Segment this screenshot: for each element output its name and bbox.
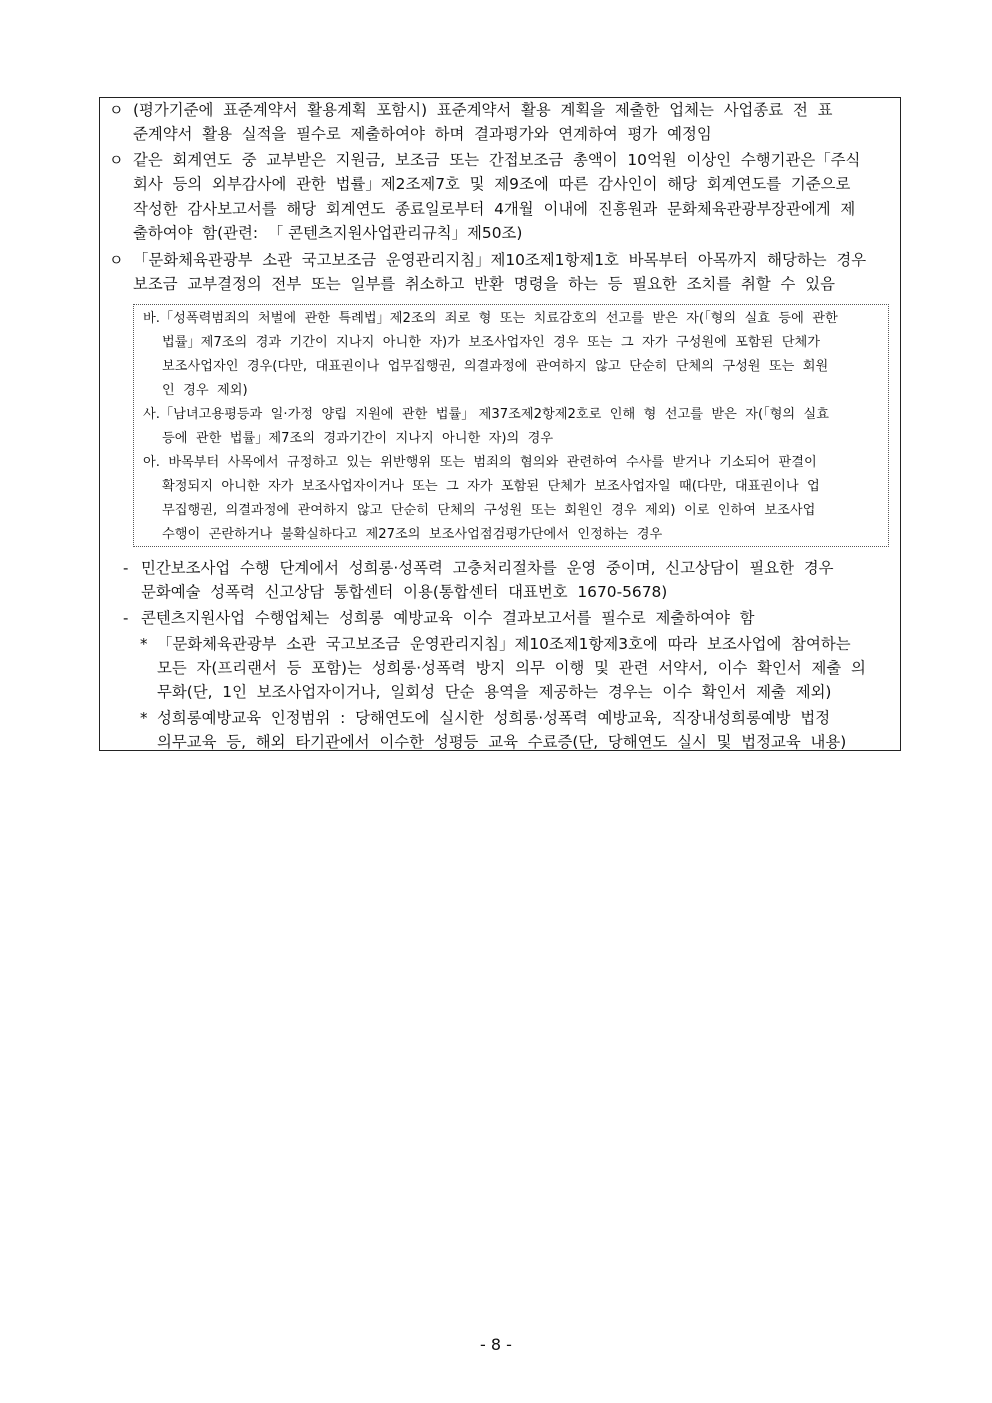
box-line-2: 법률」제7조의 경과 기간이 지나지 아니한 자)가 보조사업자인 경우 또는 그 자가 구성원에 포함된 단체가 [162,335,821,350]
section3-line-1: 「문화체육관광부 소관 국고보조금 운영관리지침」제10조제1항제1호 바목부터 아목까지 해당하는 경우 [133,251,867,269]
dash1-line-1: 민간보조사업 수행 단계에서 성희롱·성폭력 고충처리절차를 운영 중이며, 신고상담이 필요한 경우 [141,559,834,577]
section2-line-1: 같은 회계연도 중 교부받은 지원금, 보조금 또는 간접보조금 총액이 10억원 이상인 수행기관은「주식 [133,151,861,169]
dash2-line-1: 콘텐츠지원사업 수행업체는 성희롱 예방교육 이수 결과보고서를 필수로 제출하여야 함 [141,609,755,627]
box-line-3: 보조사업자인 경우(다만, 대표권이나 업무집행권, 의결과정에 관여하지 않고 단순히 단체의 구성원 또는 회원 [162,359,829,374]
box-line-9: 무집행권, 의결과정에 관여하지 않고 단순히 단체의 구성원 또는 회원인 경우 제외) 이로 인하여 보조사업 [162,503,816,518]
box-line-8: 확정되지 아니한 자가 보조사업자이거나 또는 그 자가 포함된 단체가 보조사업자일 때(다만, 대표권이나 업 [162,479,820,494]
section2-line-3: 작성한 감사보고서를 해당 회계연도 종료일로부터 4개월 이내에 진흥원과 문화체육관광부장관에게 제 [133,200,856,218]
star1-line-2: 모든 자(프리랜서 등 포함)는 성희롱·성폭력 방지 의무 이행 및 관련 서약서, 이수 확인서 제출 의 [157,659,866,677]
star1-line-3: 무화(단, 1인 보조사업자이거나, 일회성 단순 용역을 제공하는 경우는 이수 확인서 제출 제외) [157,683,832,701]
star2-line-2: 의무교육 등, 해외 타기관에서 이수한 성평등 교육 수료증(단, 당해연도 실시 및 법정교육 내용) [157,733,847,751]
section2-line-2: 회사 등의 외부감사에 관한 법률」제2조제7호 및 제9조에 따른 감사인이 해당 회계연도를 기준으로 [133,175,851,193]
box-line-1: 바.「성폭력범죄의 처벌에 관한 특례법」제2조의 죄로 형 또는 치료감호의 선고를 받은 자(「형의 실효 등에 관한 [143,311,838,326]
asterisk-bullet: * [140,635,148,653]
section1-line-2: 준계약서 활용 실적을 필수로 제출하여야 하며 결과평가와 연계하여 평가 예정임 [133,125,712,143]
box-line-4: 인 경우 제외) [162,383,248,398]
box-line-7: 아. 바목부터 사목에서 규정하고 있는 위반행위 또는 범죄의 혐의와 관련하여 수사를 받거나 기소되어 판결이 [143,455,817,470]
dash-bullet: - [123,609,129,627]
star2-line-1: 성희롱예방교육 인정범위 : 당해연도에 실시한 성희롱·성폭력 예방교육, 직장내성희롱예방 법정 [157,709,831,727]
star1-line-1: 「문화체육관광부 소관 국고보조금 운영관리지침」제10조제1항제3호에 따라 보조사업에 참여하는 [157,635,851,653]
circle-bullet: ㅇ [109,101,124,119]
page-number: - 8 - [480,1335,512,1354]
circle-bullet: ㅇ [109,151,124,169]
box-line-6: 등에 관한 법률」제7조의 경과기간이 지나지 아니한 자)의 경우 [162,431,554,446]
box-line-5: 사.「남녀고용평등과 일·가정 양립 지원에 관한 법률」 제37조제2항제2호로 인해 형 선고를 받은 자(「형의 실효 [143,407,830,422]
box-line-10: 수행이 곤란하거나 불확실하다고 제27조의 보조사업점검평가단에서 인정하는 경우 [162,527,663,542]
asterisk-bullet: * [140,709,148,727]
dash-bullet: - [123,559,129,577]
section1-line-1: (평가기준에 표준계약서 활용계획 포함시) 표준계약서 활용 계획을 제출한 업체는 사업종료 전 표 [133,101,833,119]
circle-bullet: ㅇ [109,251,124,269]
dash1-line-2: 문화예술 성폭력 신고상담 통합센터 이용(통합센터 대표번호 1670-5678) [141,583,668,601]
section2-line-4: 출하여야 함(관련: 「 콘텐츠지원사업관리규칙」제50조) [133,224,523,242]
section3-line-2: 보조금 교부결정의 전부 또는 일부를 취소하고 반환 명령을 하는 등 필요한 조치를 취할 수 있음 [133,275,835,293]
